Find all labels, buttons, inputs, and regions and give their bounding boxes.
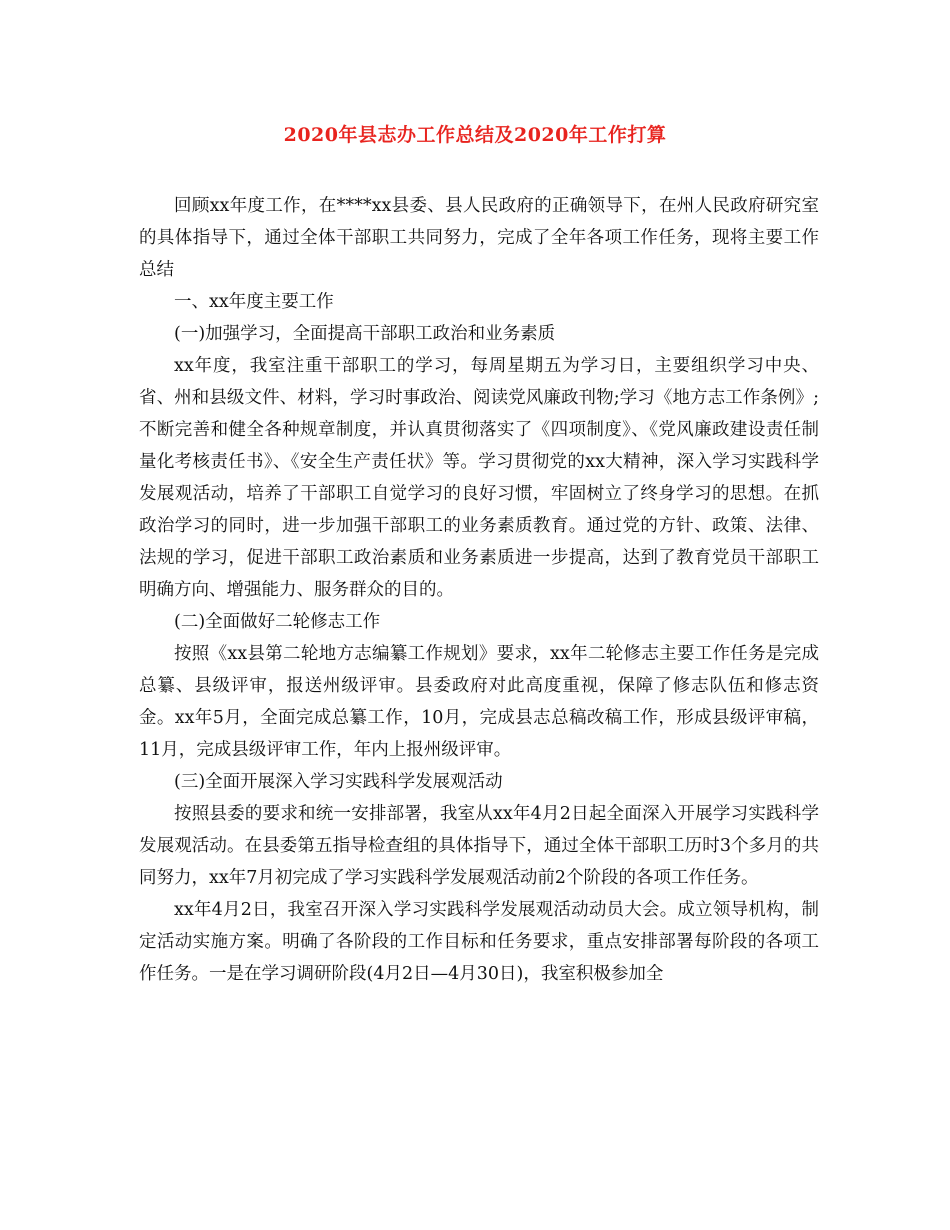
chronicle-paragraph: 按照《xx县第二轮地方志编纂工作规划》要求，xx年二轮修志主要工作任务是完成总纂、县级评审，报送州级评审。县委政府对此高度重视，保障了修志队伍和修志资金。xx年5月，全面完成总纂工作，10月，完成县志总稿改稿工作，形成县级评审稿，11月，完成县级评审工作，年内上报州级评审。 — [139, 644, 819, 760]
mobilization-paragraph: xx年4月2日，我室召开深入学习实践科学发展观活动动员大会。成立领导机构，制定活动实施方案。明确了各阶段的工作目标和任务要求，重点安排部署每阶段的各项工作任务。一是在学习调研阶段(4月2日—4月30日)，我室积极参加全 — [139, 900, 819, 984]
study-paragraph: xx年度，我室注重干部职工的学习，每周星期五为学习日，主要组织学习中央、省、州和县级文件、材料，学习时事政治、阅读党风廉政刊物;学习《地方志工作条例》;不断完善和健全各种规章制度，并认真贯彻落实了《四项制度》、《党风廉政建设责任制量化考核责任书》、《安全生产责任状》等。学习贯彻党的xx大精神，深入学习实践科学发展观活动，培养了干部职工自觉学习的良好习惯，牢固树立了终身学习的思想。在抓政治学习的同时，进一步加强干部职工的业务素质教育。通过党的方针、政策、法律、法规的学习，促进干部职工政治素质和业务素质进一步提高，达到了教育党员干部职工明确方向、增强能力、服务群众的目的。 — [139, 356, 819, 600]
subsection-heading-3: (三)全面开展深入学习实践科学发展观活动 — [174, 772, 503, 792]
document-body — [139, 190, 819, 990]
campaign-paragraph: 按照县委的要求和统一安排部署，我室从xx年4月2日起全面深入开展学习实践科学发展观活动。在县委第五指导检查组的具体指导下，通过全体干部职工历时3个多月的共同努力，xx年7月初完成了学习实践科学发展观活动前2个阶段的各项工作任务。 — [139, 804, 819, 888]
document-title: 2020年县志办工作总结及2020年工作打算 — [283, 124, 667, 146]
subsection-heading-1: (一)加强学习，全面提高干部职工政治和业务素质 — [174, 324, 556, 344]
section-heading-1: 一、xx年度主要工作 — [174, 292, 334, 312]
subsection-heading-2: (二)全面做好二轮修志工作 — [174, 612, 381, 632]
intro-paragraph: 回顾xx年度工作，在****xx县委、县人民政府的正确领导下，在州人民政府研究室的具体指导下，通过全体干部职工共同努力，完成了全年各项工作任务，现将主要工作总结 — [139, 196, 819, 280]
